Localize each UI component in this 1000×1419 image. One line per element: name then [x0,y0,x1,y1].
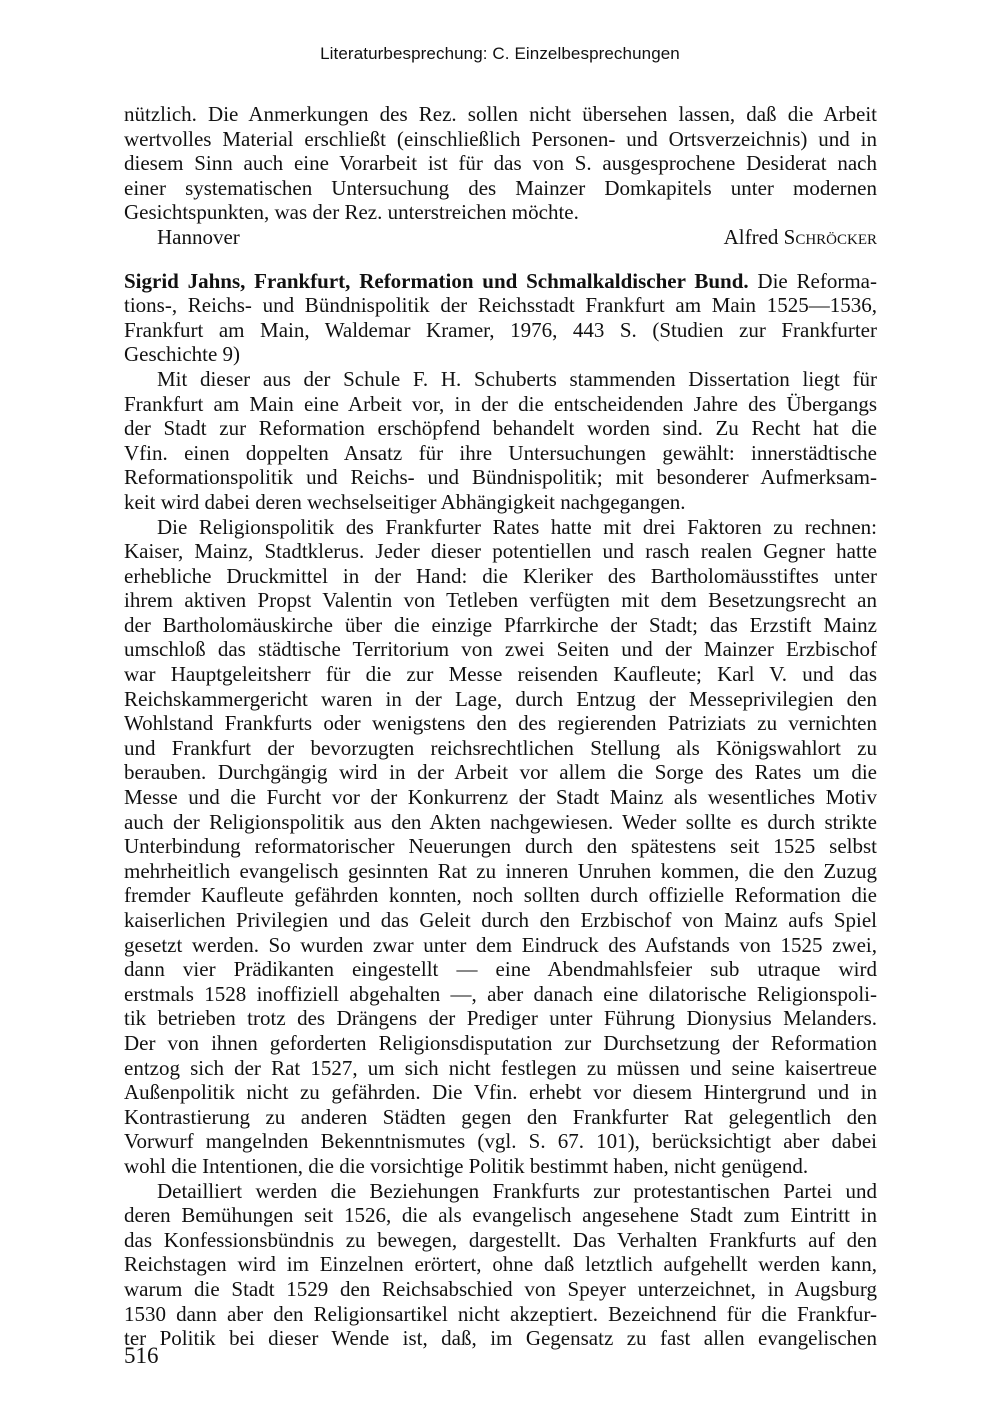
text-line: ihrem aktiven Propst Valentin von Tetleben verfügten mit dem Besetzungsrecht an [124,588,877,613]
text-body [124,102,877,1351]
text-line: 1530 dann aber den Religionsartikel nicht akzeptiert. Bezeichnend für die Frankfur- [124,1301,877,1326]
review-2 [124,269,877,1351]
running-head: Literaturbesprechung: C. Einzelbesprechungen [320,44,680,63]
text-line: Reformationspolitik und Reichs- und Bündnispolitik; mit besonderer Aufmerksam- [124,465,877,490]
text-line: fremder Kaufleute gefährden konnten, noch sollten durch offizielle Reformation die [124,883,877,908]
reviewer-first-name: Alfred [723,224,779,249]
text-line: Vfin. einen doppelten Ansatz für ihre Untersuchungen gewählt: innerstädtische [124,440,877,465]
text-line: Reichskammergericht waren in der Lage, durch Entzug der Messeprivilegien den [124,686,877,711]
text-line: Gesichtspunkten, was der Rez. unterstreichen möchte. [124,200,579,225]
text-line: Frankfurt am Main, Waldemar Kramer, 1976, 443 S. (Studien zur Frankfurter [124,317,877,342]
paragraph-2 [124,515,877,1179]
text-line: der Bartholomäuskirche über die einzige Pfarrkirche der Stadt; das Erzstift Mainz [124,612,877,637]
text-line: Detailliert werden die Beziehungen Frankfurts zur protestantischen Partei und [157,1178,877,1203]
text-line: berauben. Durchgängig wird in der Arbeit vor allem die Sorge des Rates um die [124,760,877,785]
paragraph-1 [124,367,877,515]
text-line: nützlich. Die Anmerkungen des Rez. sollen nicht übersehen lassen, daß die Arbeit [124,102,877,126]
text-line: Kontrastierung zu anderen Städten gegen den Frankfurter Rat gelegentlich den [124,1104,877,1129]
text-line: wertvolles Material erschließt (einschließlich Personen- und Ortsverzeichnis) und in [124,126,877,151]
text-line: der Stadt zur Reformation erschöpfend behandelt worden sind. Zu Recht hat die [124,416,877,441]
text-line: umschloß das städtische Territorium von zwei Seiten und der Mainzer Erzbischof [124,637,877,662]
text-line: Unterbindung reformatorischer Neuerungen durch den spätestens seit 1525 selbst [124,834,877,859]
review-heading-line [124,269,877,294]
text-line: warum die Stadt 1529 den Reichsabschied von Speyer unterzeichnet, in Augsburg [124,1276,877,1301]
text-line: erstmals 1528 inoffiziell abgehalten —, aber danach eine dilatorische Religionspoli- [124,981,877,1006]
text-line: Frankfurt am Main eine Arbeit vor, in der die entscheidenden Jahre des Übergangs [124,391,877,416]
text-line: erhebliche Druckmittel in der Hand: die Kleriker des Bartholomäusstiftes unter [124,563,877,588]
text-line: gesetzt werden. So wurden zwar unter dem Eindruck des Aufstands von 1525 zwei, [124,932,877,957]
text-line: Vorwurf mangelnden Bekenntnismutes (vgl. S. 67. 101), berücksichtigt aber dabei [124,1129,877,1154]
text-line: das Konfessionsbündnis zu bewegen, dargestellt. Das Verhalten Frankfurts auf den [124,1227,877,1252]
text-line: Wohlstand Frankfurts oder wenigstens den des regierenden Patriziats zu vernichten [124,711,877,736]
text-line: Der von ihnen geforderten Religionsdisputation zur Durchsetzung der Reformation [124,1030,877,1055]
reviewer-name [724,225,877,250]
text-line: Messe und die Furcht vor der Konkurrenz der Stadt Mainz als wesentliches Motiv [124,785,877,810]
review-1-text [124,102,877,250]
review-signature [124,225,877,250]
text-line: und Frankfurt der bevorzugten reichsrechtlichen Stellung als Königswahlort zu [124,735,877,760]
text-line: diesem Sinn auch eine Vorarbeit ist für das von S. ausgesprochene Desiderat nach [124,151,877,176]
text-line: kaiserlichen Privilegien und das Geleit durch den Erzbischof von Mainz aufs Spiel [124,908,877,932]
text-line: Mit dieser aus der Schule F. H. Schuberts stammenden Dissertation liegt für [157,366,877,391]
text-line: Die Religionspolitik des Frankfurter Rates hatte mit drei Faktoren zu rechnen: [157,514,877,539]
paragraph-3 [124,1179,877,1351]
text-line: Kaiser, Mainz, Stadtklerus. Jeder dieser potentiellen und rasch realen Gegner hatte [124,539,877,564]
review-place: Hannover [157,224,240,249]
text-line: tik betrieben trotz des Drängens der Prediger unter Führung Dionysius Melanders. [124,1006,877,1031]
text-line: Reichstagen wird im Einzelnen erörtert, ohne daß letztlich aufgehellt werden kann, [124,1252,877,1277]
text-line: entzog sich der Rat 1527, um sich nicht festlegen zu müssen und seine kaisertreue [124,1055,877,1080]
review-heading-title: Sigrid Jahns, Frankfurt, Reformation und Schmalkaldischer Bund. [124,268,749,293]
text-line: war Hauptgeleitsherr für die zur Messe reisenden Kaufleute; Karl V. und das [124,662,877,687]
text-line: einer systematischen Untersuchung des Mainzer Domkapitels unter modernen [124,175,877,200]
text-line: dann vier Prädikanten eingestellt — eine Abendmahlsfeier sub utraque wird [124,957,877,982]
text-line: keit wird dabei deren wechselseitiger Abhängigkeit nachgegangen. [124,489,686,514]
page-number: 516 [124,1343,159,1368]
text-line: Geschichte 9) [124,342,241,367]
reviewer-last-name: Schröcker [783,224,877,249]
text-line: auch der Religionspolitik aus den Akten nachgewiesen. Weder sollte es durch strikte [124,809,877,834]
review-heading-rest: Die Reforma- [748,268,877,293]
text-line: deren Bemühungen seit 1526, die als evangelisch angesehene Stadt zum Eintritt in [124,1203,877,1228]
text-line: mehrheitlich evangelisch gesinnten Rat zu inneren Unruhen kommen, die den Zuzug [124,858,877,883]
text-line: Außenpolitik nicht zu gefährden. Die Vfin. erhebt vor diesem Hintergrund und in [124,1080,877,1105]
text-line: ter Politik bei dieser Wende ist, daß, im Gegensatz zu fast allen evangelischen [124,1326,877,1351]
text-line: wohl die Intentionen, die die vorsichtige Politik bestimmt haben, nicht genügend. [124,1153,809,1178]
text-line: tions-, Reichs- und Bündnispolitik der Reichsstadt Frankfurt am Main 1525—1536, [124,293,877,318]
